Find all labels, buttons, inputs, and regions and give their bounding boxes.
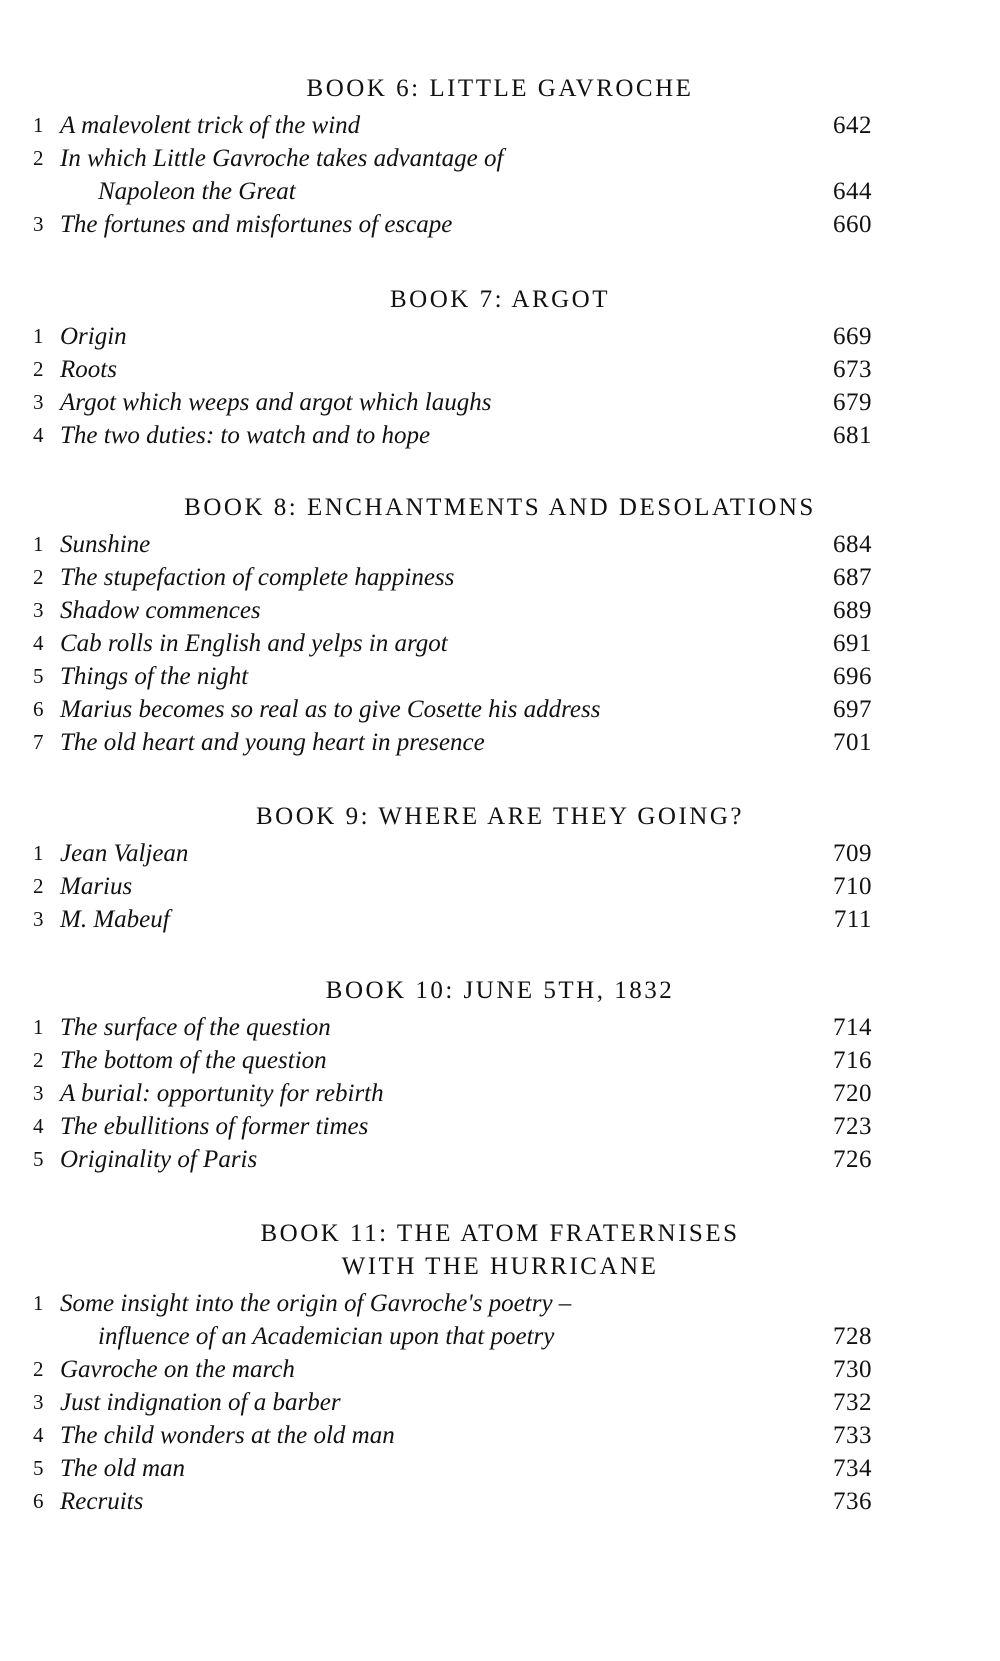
- chapter-number: 2: [33, 357, 44, 381]
- chapter-number: 5: [33, 1147, 44, 1171]
- chapter-number: 2: [33, 1357, 44, 1381]
- chapter-page: 673: [833, 356, 872, 383]
- book-title: [0, 800, 1000, 833]
- chapter-number: 6: [33, 697, 44, 721]
- chapter-page: 730: [833, 1356, 872, 1383]
- chapter-title-line: The two duties: to watch and to hope: [60, 422, 431, 449]
- chapter-title-line: The old man: [60, 1455, 185, 1482]
- chapter-number: 2: [33, 1048, 44, 1072]
- book-section: [0, 72, 1000, 241]
- chapter-page: 728: [833, 1323, 872, 1350]
- chapter-entry: [0, 726, 1000, 759]
- chapter-entry: [0, 142, 1000, 208]
- chapter-title-line: M. Mabeuf: [60, 906, 170, 933]
- chapter-page: 726: [833, 1146, 872, 1173]
- chapter-entry: [0, 208, 1000, 241]
- chapter-number: 2: [33, 874, 44, 898]
- chapter-page: 709: [833, 840, 872, 867]
- book-title-line: BOOK 11: THE ATOM FRATERNISES: [260, 1220, 740, 1247]
- book-title: [0, 491, 1000, 524]
- chapter-entry: [0, 1011, 1000, 1044]
- chapter-number: 3: [33, 907, 44, 931]
- chapter-page: 734: [833, 1455, 872, 1482]
- chapter-page: 669: [833, 323, 872, 350]
- chapter-entry: [0, 528, 1000, 561]
- chapter-entry: [0, 870, 1000, 903]
- chapter-entry: [0, 1143, 1000, 1176]
- book-title: [0, 1217, 1000, 1283]
- chapter-page: 720: [833, 1080, 872, 1107]
- chapter-page: 697: [833, 696, 872, 723]
- chapter-title-line: Origin: [60, 323, 127, 350]
- chapter-page: 696: [833, 663, 872, 690]
- chapter-title-line: Recruits: [60, 1488, 144, 1515]
- chapter-title-line: Marius becomes so real as to give Cosette his address: [60, 696, 601, 723]
- book-section: [0, 491, 1000, 759]
- book-title-line: BOOK 8: ENCHANTMENTS AND DESOLATIONS: [184, 494, 816, 521]
- chapter-title-line: A burial: opportunity for rebirth: [60, 1080, 384, 1107]
- book-section: [0, 1217, 1000, 1518]
- chapter-page: 644: [833, 178, 872, 205]
- chapter-title-line: Things of the night: [60, 663, 249, 690]
- chapter-page: 711: [833, 906, 872, 933]
- chapter-title-line: Just indignation of a barber: [60, 1389, 341, 1416]
- chapter-page: 733: [833, 1422, 872, 1449]
- chapter-entry: [0, 1485, 1000, 1518]
- chapter-entry: [0, 1452, 1000, 1485]
- book-title-line: BOOK 10: JUNE 5TH, 1832: [325, 977, 675, 1004]
- chapter-title-continuation: influence of an Academician upon that poetry: [98, 1323, 555, 1350]
- chapter-number: 6: [33, 1489, 44, 1513]
- chapter-title-line: Roots: [60, 356, 117, 383]
- chapter-number: 5: [33, 664, 44, 688]
- chapter-title-line: Some insight into the origin of Gavroche's poetry –: [60, 1290, 572, 1317]
- chapter-title-line: The ebullitions of former times: [60, 1113, 369, 1140]
- chapter-number: 3: [33, 1390, 44, 1414]
- chapter-entry: [0, 386, 1000, 419]
- chapter-title-line: Originality of Paris: [60, 1146, 258, 1173]
- book-title-line: BOOK 6: LITTLE GAVROCHE: [306, 75, 694, 102]
- chapter-page: 687: [833, 564, 872, 591]
- chapter-entry: [0, 561, 1000, 594]
- chapter-entry: [0, 1044, 1000, 1077]
- chapter-page: 736: [833, 1488, 872, 1515]
- book-title-line: BOOK 7: ARGOT: [389, 286, 610, 313]
- book-title-line: BOOK 9: WHERE ARE THEY GOING?: [256, 803, 744, 830]
- chapter-list: [0, 1287, 1000, 1518]
- book-section: [0, 800, 1000, 936]
- chapter-title-line: The old heart and young heart in presence: [60, 729, 485, 756]
- chapter-number: 1: [33, 1015, 44, 1039]
- chapter-title-line: The bottom of the question: [60, 1047, 327, 1074]
- chapter-title-line: The fortunes and misfortunes of escape: [60, 211, 453, 238]
- chapter-entry: [0, 594, 1000, 627]
- chapter-entry: [0, 353, 1000, 386]
- chapter-number: 4: [33, 423, 44, 447]
- chapter-page: 689: [833, 597, 872, 624]
- book-title: [0, 283, 1000, 316]
- chapter-entry: [0, 693, 1000, 726]
- chapter-title-continuation: Napoleon the Great: [98, 178, 296, 205]
- book-section: [0, 974, 1000, 1176]
- chapter-entry: [0, 1353, 1000, 1386]
- chapter-page: 642: [833, 112, 872, 139]
- chapter-entry: [0, 320, 1000, 353]
- chapter-page: 732: [833, 1389, 872, 1416]
- chapter-page: 660: [833, 211, 872, 238]
- chapter-entry: [0, 109, 1000, 142]
- chapter-entry: [0, 837, 1000, 870]
- chapter-number: 3: [33, 390, 44, 414]
- chapter-list: [0, 320, 1000, 452]
- chapter-entry: [0, 1386, 1000, 1419]
- chapter-page: 714: [833, 1014, 872, 1041]
- book-title: [0, 72, 1000, 105]
- chapter-number: 5: [33, 1456, 44, 1480]
- chapter-entry: [0, 1110, 1000, 1143]
- chapter-number: 4: [33, 1114, 44, 1138]
- chapter-number: 1: [33, 1291, 44, 1315]
- book-title-line: WITH THE HURRICANE: [341, 1253, 659, 1280]
- book-section: [0, 283, 1000, 452]
- chapter-number: 1: [33, 113, 44, 137]
- chapter-title-line: Cab rolls in English and yelps in argot: [60, 630, 448, 657]
- chapter-title-line: Sunshine: [60, 531, 151, 558]
- chapter-number: 2: [33, 565, 44, 589]
- chapter-number: 1: [33, 324, 44, 348]
- chapter-entry: [0, 627, 1000, 660]
- chapter-page: 679: [833, 389, 872, 416]
- chapter-title-line: The child wonders at the old man: [60, 1422, 395, 1449]
- chapter-page: 723: [833, 1113, 872, 1140]
- chapter-page: 710: [833, 873, 872, 900]
- chapter-entry: [0, 903, 1000, 936]
- chapter-list: [0, 528, 1000, 759]
- chapter-list: [0, 109, 1000, 241]
- chapter-page: 691: [833, 630, 872, 657]
- chapter-entry: [0, 1287, 1000, 1353]
- chapter-title-line: Marius: [60, 873, 133, 900]
- chapter-page: 716: [833, 1047, 872, 1074]
- chapter-number: 4: [33, 1423, 44, 1447]
- chapter-number: 1: [33, 841, 44, 865]
- chapter-number: 3: [33, 598, 44, 622]
- chapter-number: 2: [33, 146, 44, 170]
- chapter-entry: [0, 660, 1000, 693]
- chapter-number: 3: [33, 212, 44, 236]
- chapter-entry: [0, 419, 1000, 452]
- chapter-title-line: The surface of the question: [60, 1014, 331, 1041]
- chapter-title-line: Argot which weeps and argot which laughs: [60, 389, 492, 416]
- chapter-page: 681: [833, 422, 872, 449]
- chapter-number: 4: [33, 631, 44, 655]
- chapter-number: 7: [33, 730, 44, 754]
- chapter-page: 684: [833, 531, 872, 558]
- chapter-list: [0, 837, 1000, 936]
- chapter-title-line: Jean Valjean: [60, 840, 189, 867]
- book-title: [0, 974, 1000, 1007]
- chapter-number: 1: [33, 532, 44, 556]
- chapter-title-line: In which Little Gavroche takes advantage of: [60, 145, 504, 172]
- chapter-title-line: The stupefaction of complete happiness: [60, 564, 455, 591]
- chapter-number: 3: [33, 1081, 44, 1105]
- chapter-title-line: Gavroche on the march: [60, 1356, 295, 1383]
- chapter-list: [0, 1011, 1000, 1176]
- chapter-entry: [0, 1419, 1000, 1452]
- chapter-title-line: Shadow commences: [60, 597, 261, 624]
- chapter-entry: [0, 1077, 1000, 1110]
- chapter-page: 701: [833, 729, 872, 756]
- chapter-title-line: A malevolent trick of the wind: [60, 112, 361, 139]
